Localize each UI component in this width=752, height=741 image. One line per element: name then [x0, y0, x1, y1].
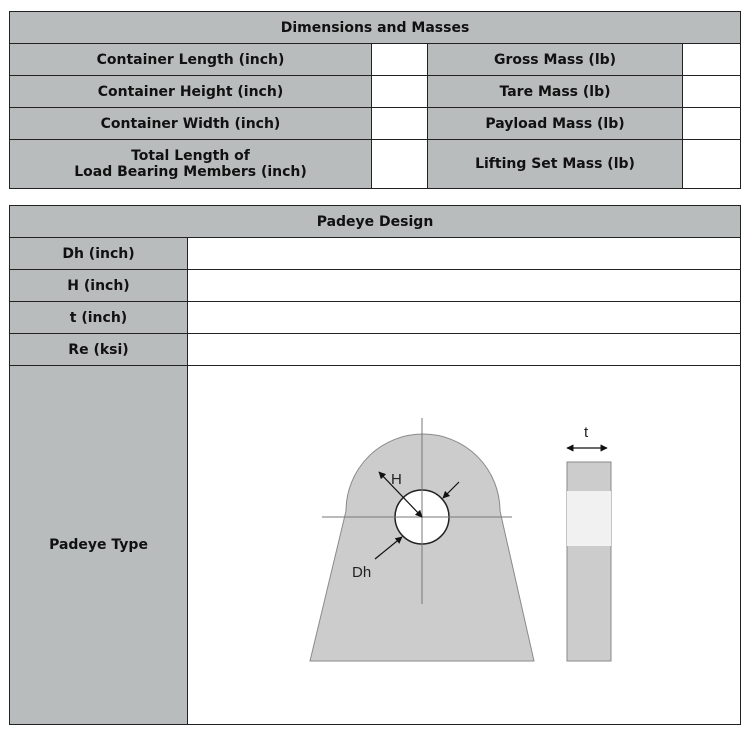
total-length-label	[10, 140, 372, 189]
re-label: Re (ksi)	[10, 334, 188, 366]
t-dimension-label: t	[584, 424, 589, 441]
container-height-input[interactable]	[372, 76, 428, 108]
dimensions-title: Dimensions and Masses	[10, 12, 741, 44]
padeye-diagram-cell	[188, 366, 741, 725]
container-length-input[interactable]	[372, 44, 428, 76]
total-length-input[interactable]	[372, 140, 428, 189]
padeye-side-view-hole	[567, 491, 611, 546]
h-dimension-label: H	[391, 471, 402, 488]
container-height-label: Container Height (inch)	[10, 76, 372, 108]
padeye-title: Padeye Design	[10, 206, 741, 238]
container-width-input[interactable]	[372, 108, 428, 140]
t-input[interactable]	[188, 302, 741, 334]
container-width-label: Container Width (inch)	[10, 108, 372, 140]
padeye-design-table	[9, 205, 741, 725]
lifting-set-mass-label: Lifting Set Mass (lb)	[428, 140, 683, 189]
t-label: t (inch)	[10, 302, 188, 334]
h-input[interactable]	[188, 270, 741, 302]
dimensions-masses-table	[9, 11, 741, 189]
dh-label: Dh (inch)	[10, 238, 188, 270]
tare-mass-label: Tare Mass (lb)	[428, 76, 683, 108]
total-length-label-line2: Load Bearing Members (inch)	[74, 164, 307, 180]
lifting-set-mass-input[interactable]	[683, 140, 741, 189]
gross-mass-label: Gross Mass (lb)	[428, 44, 683, 76]
gross-mass-input[interactable]	[683, 44, 741, 76]
dh-input[interactable]	[188, 238, 741, 270]
container-length-label: Container Length (inch)	[10, 44, 372, 76]
h-label: H (inch)	[10, 270, 188, 302]
padeye-type-label: Padeye Type	[10, 366, 188, 725]
payload-mass-input[interactable]	[683, 108, 741, 140]
dh-dimension-label: Dh	[352, 564, 372, 581]
tare-mass-input[interactable]	[683, 76, 741, 108]
padeye-diagram	[188, 366, 741, 724]
payload-mass-label: Payload Mass (lb)	[428, 108, 683, 140]
total-length-label-line1: Total Length of	[131, 148, 250, 164]
re-input[interactable]	[188, 334, 741, 366]
